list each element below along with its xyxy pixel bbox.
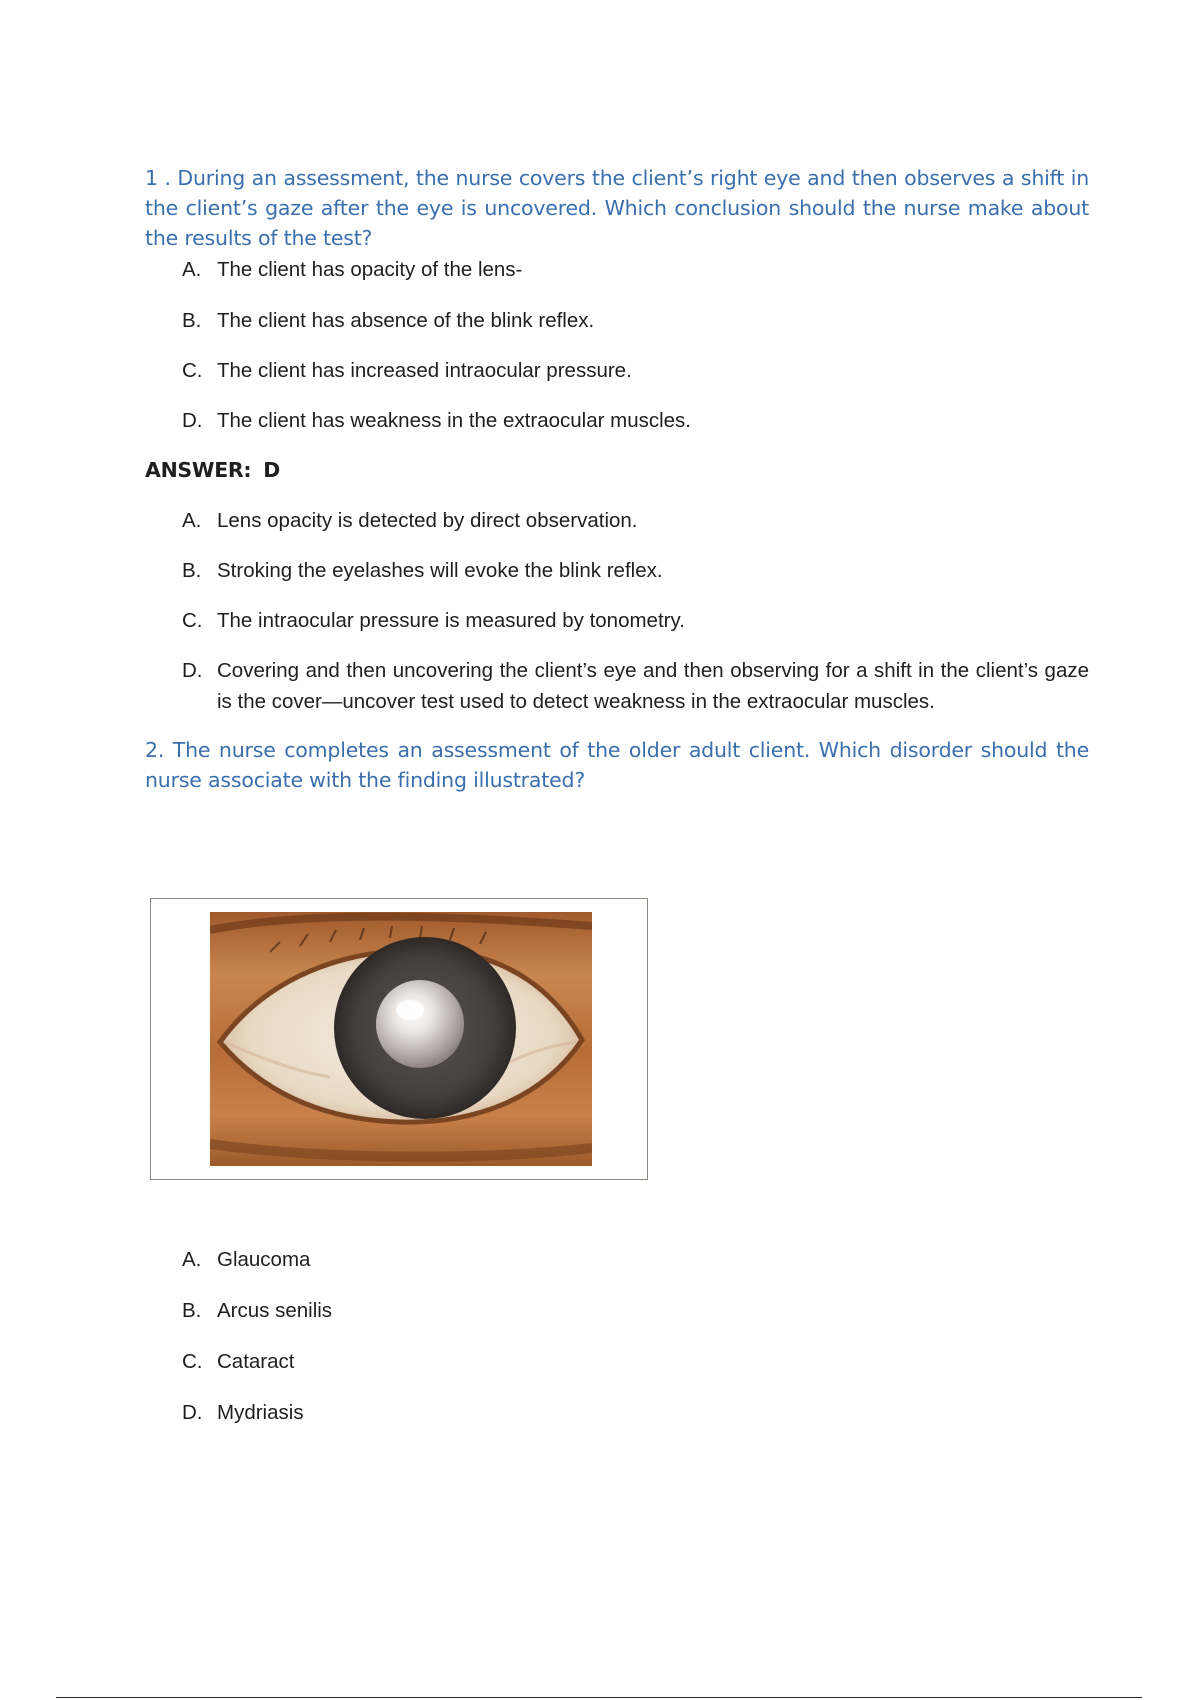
question-2-option-c: [145, 1346, 1089, 1377]
option-text: The client has opacity of the lens-: [217, 258, 523, 281]
option-text: Glaucoma: [217, 1248, 311, 1271]
answer-rationales: [145, 505, 1089, 717]
option-text: Mydriasis: [217, 1401, 304, 1424]
option-letter: D.: [182, 1401, 203, 1424]
eye-figure-frame: [150, 898, 648, 1180]
question-2-option-b: [145, 1295, 1089, 1326]
rationale-a: [145, 505, 1089, 536]
answer-label: ANSWER:: [145, 458, 252, 482]
rationale-letter: B.: [182, 559, 202, 582]
rationale-text: Covering and then uncovering the client’s eye and then observing for a shift in the client’s gaze is the cover—uncover test used to detect weakness in the extraocular muscles.: [217, 659, 1089, 713]
option-text: The client has weakness in the extraocular muscles.: [217, 409, 692, 432]
question-1-text: 1 . During an assessment, the nurse covers the client’s right eye and then observes a shift in the client’s gaze after the eye is uncovered. Which conclusion should the nurse make about the results of the test?: [145, 166, 1089, 250]
rationale-text: Stroking the eyelashes will evoke the blink reflex.: [217, 559, 663, 582]
option-text: The client has absence of the blink reflex.: [217, 309, 595, 332]
question-2-options: [145, 1244, 1089, 1448]
rationale-d: [145, 655, 1089, 717]
option-letter: A.: [182, 258, 202, 281]
rationale-letter: D.: [182, 659, 203, 682]
document-page: [145, 163, 1089, 795]
option-text: Cataract: [217, 1350, 295, 1373]
rationale-b: [145, 555, 1089, 586]
question-1-options: [145, 254, 1089, 436]
answer-line: [145, 455, 1089, 486]
question-2-text: 2. The nurse completes an assessment of the older adult client. Which disorder should the nurse associate with the finding illustrated?: [145, 738, 1089, 792]
option-letter: D.: [182, 409, 203, 432]
question-1-option-b: [145, 305, 1089, 336]
option-letter: B.: [182, 309, 202, 332]
option-letter: C.: [182, 359, 203, 382]
rationale-text: The intraocular pressure is measured by tonometry.: [217, 609, 685, 632]
option-letter: C.: [182, 1350, 203, 1373]
option-text: Arcus senilis: [217, 1299, 333, 1322]
footer-divider: [56, 1697, 1142, 1698]
question-1-option-d: [145, 405, 1089, 436]
rationale-letter: A.: [182, 509, 202, 532]
question-2-option-a: [145, 1244, 1089, 1275]
answer-value: D: [263, 458, 281, 482]
question-1-option-a: [145, 254, 1089, 285]
rationale-letter: C.: [182, 609, 203, 632]
rationale-text: Lens opacity is detected by direct observation.: [217, 509, 638, 532]
option-letter: B.: [182, 1299, 202, 1322]
option-letter: A.: [182, 1248, 202, 1271]
question-2-option-d: [145, 1397, 1089, 1428]
cataract-eye-image: [210, 912, 592, 1166]
question-1-option-c: [145, 355, 1089, 386]
option-text: The client has increased intraocular pressure.: [217, 359, 632, 382]
rationale-c: [145, 605, 1089, 636]
